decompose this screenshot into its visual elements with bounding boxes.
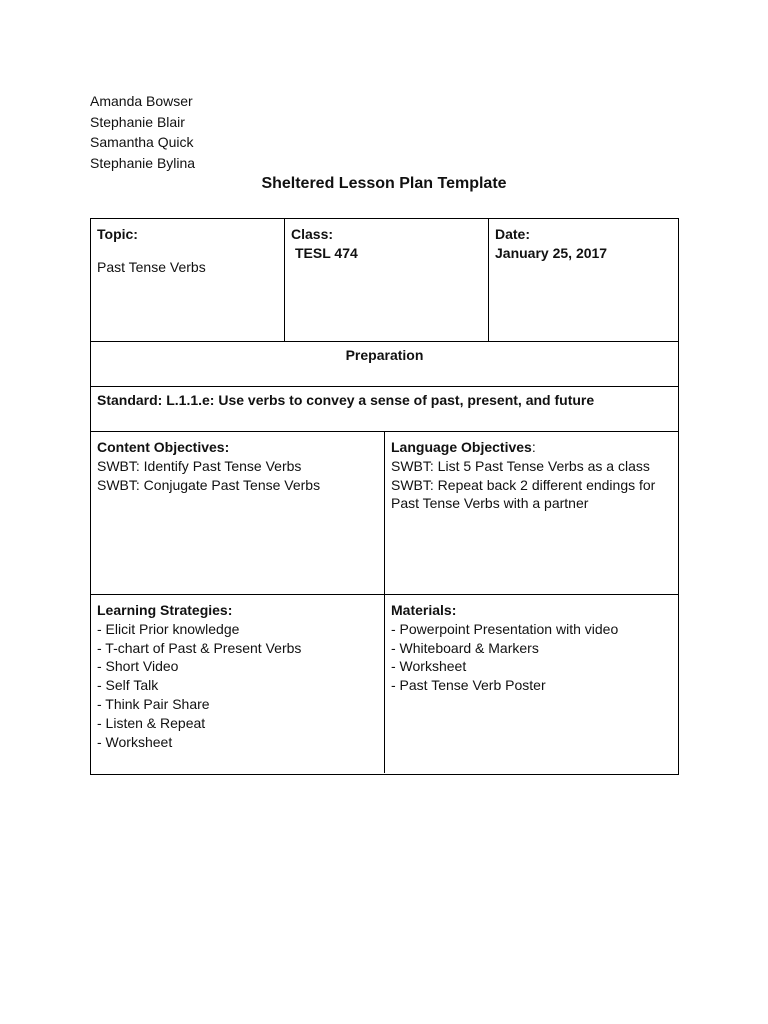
language-objectives-colon: :: [531, 439, 536, 455]
author-name: Stephanie Blair: [90, 113, 185, 130]
list-item: - Worksheet: [391, 658, 467, 675]
strategies-row: [91, 595, 678, 773]
topic-cell: [91, 219, 285, 341]
date-cell: [489, 219, 678, 341]
list-item: SWBT: Repeat back 2 different endings for: [391, 476, 656, 493]
preparation-row: [91, 342, 678, 387]
class-cell: [285, 219, 489, 341]
list-item: - Whiteboard & Markers: [391, 639, 539, 656]
header-row: [91, 219, 678, 342]
date-label: Date:: [495, 226, 531, 242]
author-name: Samantha Quick: [90, 134, 194, 151]
topic-value: Past Tense Verbs: [97, 258, 206, 275]
preparation-heading: Preparation: [345, 347, 424, 363]
page-title: Sheltered Lesson Plan Template: [261, 175, 507, 192]
list-item: - Past Tense Verb Poster: [391, 677, 546, 694]
lesson-plan-table: [90, 218, 679, 775]
language-objectives-cell: [385, 432, 678, 594]
content-objectives-label: Content Objectives:: [97, 439, 230, 455]
list-item: - Short Video: [97, 658, 179, 675]
list-item: - Powerpoint Presentation with video: [391, 620, 619, 637]
list-item: SWBT: List 5 Past Tense Verbs as a class: [391, 457, 650, 474]
learning-strategies-label: Learning Strategies:: [97, 602, 233, 618]
list-item: - Listen & Repeat: [97, 714, 206, 731]
standard-text: Standard: L.1.1.e: Use verbs to convey a sense of past, present, and future: [97, 392, 595, 408]
list-item: - Self Talk: [97, 677, 159, 694]
standard-row: [91, 387, 678, 432]
learning-strategies-cell: [91, 595, 385, 773]
list-item: - T-chart of Past & Present Verbs: [97, 639, 302, 656]
list-item: - Think Pair Share: [97, 695, 210, 712]
content-objectives-cell: [91, 432, 385, 594]
list-item: SWBT: Identify Past Tense Verbs: [97, 457, 302, 474]
author-name: Stephanie Bylina: [90, 154, 196, 171]
author-name: Amanda Bowser: [90, 93, 193, 109]
language-objectives-label: Language Objectives: [391, 439, 532, 455]
materials-label: Materials:: [391, 602, 457, 618]
list-item: SWBT: Conjugate Past Tense Verbs: [97, 476, 321, 493]
list-item: - Worksheet: [97, 733, 173, 750]
list-item: Past Tense Verbs with a partner: [391, 495, 589, 512]
author-list: [90, 91, 195, 173]
materials-cell: [385, 595, 678, 773]
class-value: TESL 474: [295, 244, 358, 261]
date-value: January 25, 2017: [495, 244, 608, 261]
objectives-row: [91, 432, 678, 595]
class-label: Class:: [291, 226, 334, 242]
list-item: - Elicit Prior knowledge: [97, 620, 240, 637]
topic-label: Topic:: [97, 226, 138, 242]
